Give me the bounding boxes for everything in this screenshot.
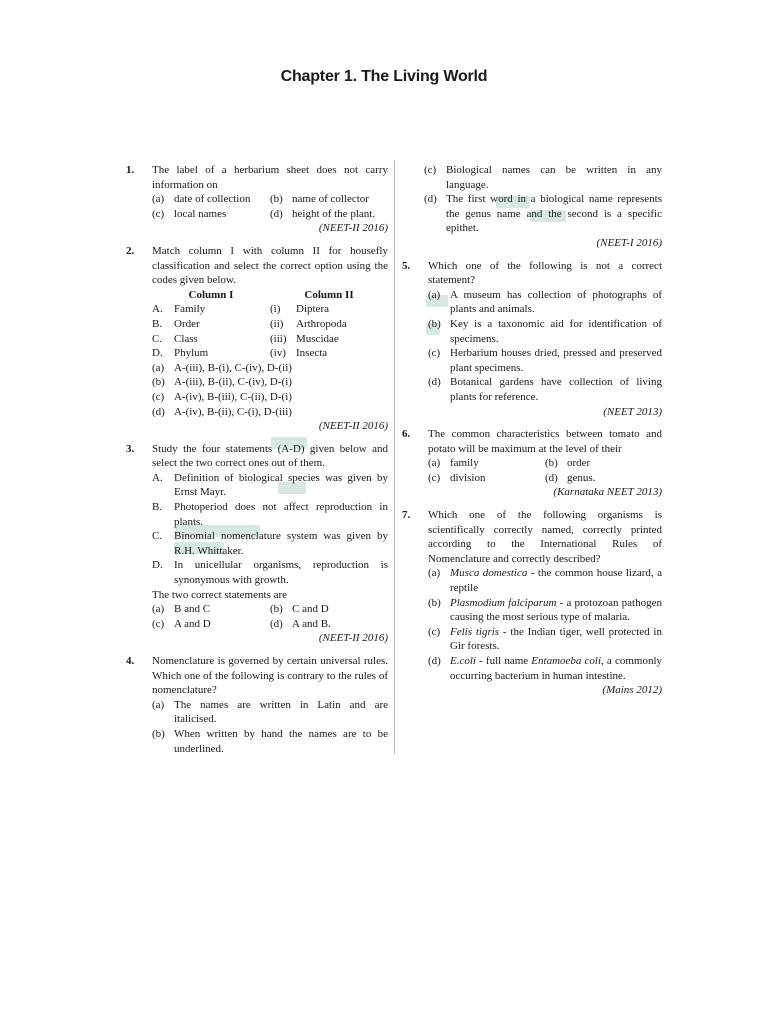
question-number: 1. [126, 164, 135, 176]
question-4 [126, 654, 388, 756]
option-c: (c) A-(iv), B-(iii), C-(ii), D-(i) [152, 390, 292, 403]
question-number: 4. [126, 655, 135, 667]
question-text: Which one of the following organisms is scientifically correctly named, correctly printed according to the International Rules of Nomenclature and correctly described? [428, 509, 662, 565]
match-row: D. Phylum (iv) Insecta [152, 347, 328, 360]
option-b: (b) order [545, 457, 591, 470]
question-6 [402, 427, 662, 500]
match-row: C. Class (iii) Muscidae [152, 332, 339, 345]
question-number: 6. [402, 428, 411, 441]
option-d: (d) A and B. [270, 617, 331, 630]
statement-b: B. Photoperiod does not affect reproduction in plants. [152, 501, 388, 528]
match-row: A. Family (i) Diptera [152, 303, 329, 316]
question-text: Nomenclature is governed by certain universal rules. Which one of the following is contrary to the rules of nomenclature? [152, 655, 388, 697]
exam-source: (NEET-II 2016) [318, 632, 388, 645]
option-b: (b) Plasmodium falciparum - a protozoan pathogen causing the most serious type of malaria. [428, 596, 662, 624]
option-c: (c) Herbarium houses dried, pressed and preserved plant specimens. [428, 347, 662, 374]
option-a: (a) A-(iii), B-(i), C-(iv), D-(ii) [152, 361, 292, 374]
exam-source: (Karnataka NEET 2013) [553, 486, 662, 499]
option-d: (d) genus. [545, 471, 596, 484]
question-lead: The two correct statements are [152, 588, 287, 601]
option-d: (d) A-(iv), B-(ii), C-(i), D-(iii) [152, 405, 292, 418]
question-4-continued [402, 163, 662, 251]
option-d: (d) E.coli - full name Entamoeba coli, a commonly occurring bacterium in human intestine. [428, 655, 663, 682]
question-number: 5. [402, 259, 411, 272]
question-text: Which one of the following is not a correct statement? [428, 259, 662, 287]
option-a: (a) family [428, 457, 479, 470]
question-text: The label of a herbarium sheet does not carry information on [152, 164, 388, 191]
question-7 [402, 508, 662, 698]
column-divider [394, 160, 395, 754]
question-3 [126, 442, 388, 646]
exam-source: (NEET 2013) [603, 405, 662, 418]
option-b: (b) Key is a taxonomic aid for identification of specimens. [428, 317, 662, 345]
left-column [126, 163, 388, 764]
question-number: 2. [126, 244, 135, 257]
statement-d: D. In unicellular organisms, reproduction is synonymous with growth. [152, 559, 388, 587]
right-column [402, 163, 662, 706]
match-row: B. Order (ii) Arthropoda [152, 317, 347, 330]
question-text: Study the four statements (A-D) given below and select the two correct ones out of them. [152, 442, 388, 470]
option-c: (c) Felis tigris - the Indian tiger, well protected in Gir forests. [428, 625, 662, 653]
exam-source: (NEET-II 2016) [318, 222, 388, 235]
option-c: (c) Biological names can be written in any language. [424, 164, 662, 191]
option-d: (d) Botanical gardens have collection of living plants for reference. [428, 376, 662, 403]
option-d: (d) The first word in a biological name represents the genus name and the second is a specific epithet. [424, 193, 662, 235]
question-number: 7. [402, 509, 411, 522]
option-d: (d) height of the plant. [270, 207, 376, 220]
option-a: (a) The names are written in Latin and are italicised. [152, 698, 388, 726]
question-1 [126, 163, 388, 236]
match-table-header: Column I Column II [188, 288, 354, 301]
exam-source: (NEET-I 2016) [596, 236, 662, 249]
question-text: The common characteristics between tomato and potato will be maximum at the level of their [428, 428, 662, 455]
question-5 [402, 259, 662, 420]
statement-c: C. Binomial nomenclature system was given by R.H. Whittaker. [152, 530, 388, 557]
option-c: (c) A and D [152, 617, 211, 630]
option-c: (c) local names [152, 207, 227, 220]
question-number: 3. [126, 442, 135, 455]
exam-source: (NEET-II 2016) [318, 420, 388, 433]
option-b: (b) A-(iii), B-(ii), C-(iv), D-(i) [152, 376, 292, 389]
option-a: (a) B and C [152, 603, 211, 616]
question-text: Match column I with column II for housefly classification and select the correct option using the codes given below. [152, 244, 388, 287]
statement-a: A. Definition of biological species was given by Ernst Mayr. [152, 471, 388, 499]
page-title: Chapter 1. The Living World [280, 68, 488, 85]
option-a: (a) date of collection [152, 193, 251, 206]
option-b: (b) name of collector [270, 193, 369, 206]
option-a: (a) A museum has collection of photographs of plants and animals. [428, 288, 662, 316]
question-2 [126, 244, 388, 434]
option-c: (c) division [428, 471, 486, 484]
exam-source: (Mains 2012) [602, 684, 662, 697]
option-b: (b) C and D [270, 603, 329, 616]
option-a: (a) Musca domestica - the common house lizard, a reptile [428, 567, 662, 595]
option-b: (b) When written by hand the names are to be underlined. [152, 727, 388, 755]
